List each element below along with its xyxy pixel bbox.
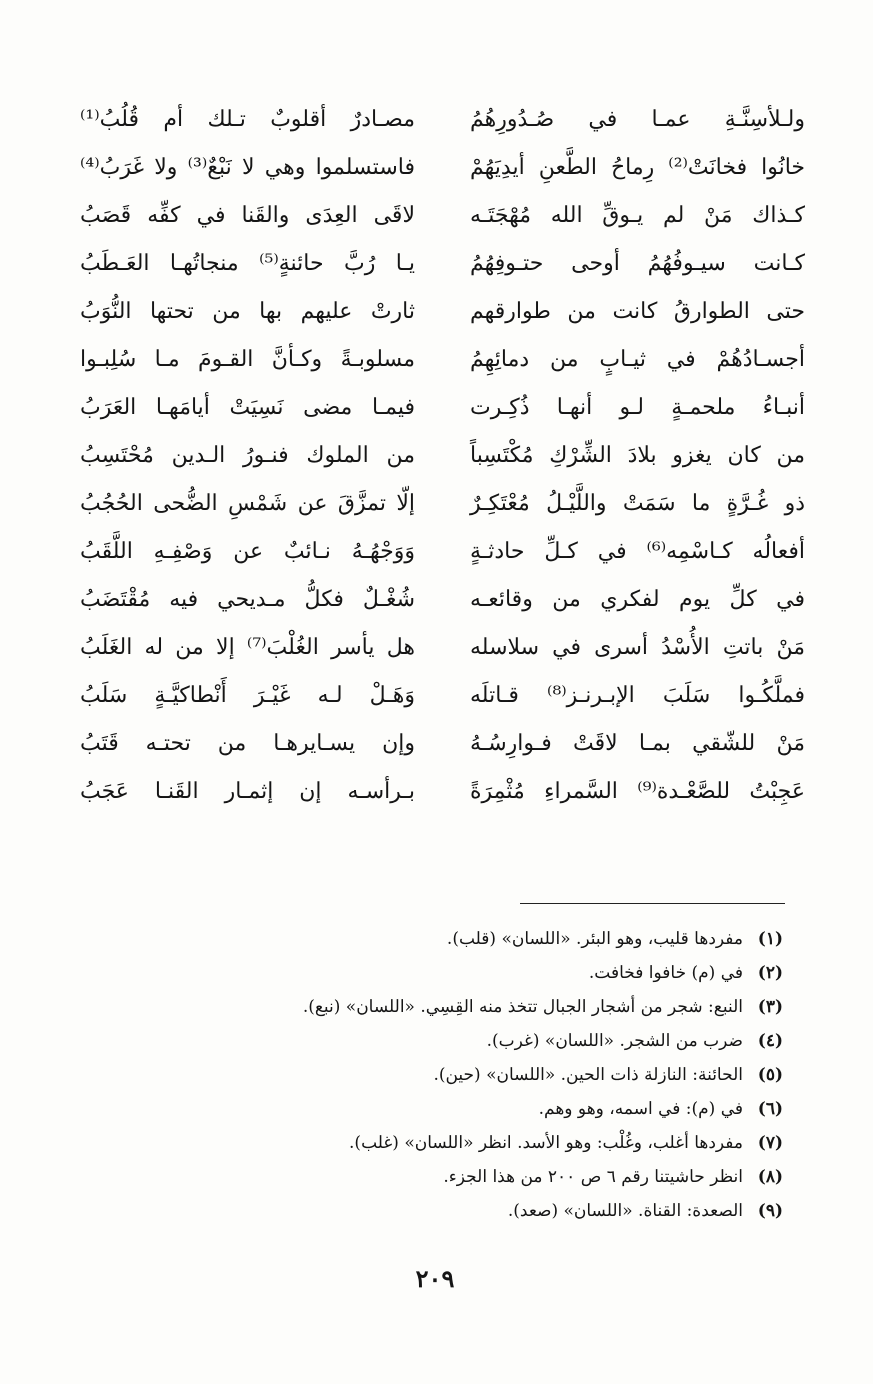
verse-first-hemistich: مَنْ باتتِ الأُسْدُ أسرى في سلاسله xyxy=(470,635,805,660)
verse-second-hemistich: وَوَجْهُـهُ نـائبٌ عن وَصْفِـهِ اللَّقَبُ xyxy=(80,539,415,564)
footnote-text: ضرب من الشجر. «اللسان» (غرب). xyxy=(486,1031,743,1051)
verse-second-hemistich: فاستسلموا وهي لا نَبْعٌ⁽³⁾ ولا غَرَبُ⁽⁴⁾ xyxy=(80,155,415,180)
page-number: ٢٠٩ xyxy=(415,1264,455,1293)
verse-second-hemistich: إلّا تمزَّقَ عن شَمْسِ الضُّحى الحُجُبُ xyxy=(80,491,415,516)
verse-second-hemistich: هل يأسر الغُلْبَ⁽⁷⁾ إلا من له الغَلَبُ xyxy=(80,635,415,660)
verse-row xyxy=(70,144,805,192)
footnote-text: مفردها أغلب، وغُلْب: وهو الأسد. انظر «اللسان» (غلب). xyxy=(349,1133,743,1153)
verse-row xyxy=(70,96,805,144)
verse-second-hemistich: فيمـا مضى نَسِيَتْ أيامَهـا العَرَبُ xyxy=(80,395,415,420)
footnote-number: (١) xyxy=(757,929,783,949)
verse-second-hemistich: وإن يسـايرهـا من تحتـه قَتَبُ xyxy=(80,731,415,756)
footnote-number: (٥) xyxy=(757,1065,783,1085)
verse-second-hemistich: شُغْـلٌ فكلُّ مـديحي فيه مُقْتَضَبُ xyxy=(80,587,415,612)
verse-row xyxy=(70,336,805,384)
footnote xyxy=(143,990,783,1024)
verse-row xyxy=(70,240,805,288)
verse-first-hemistich: من كان يغزو بلادَ الشِّرْكِ مُكْتَسِباً xyxy=(470,443,805,468)
verse-second-hemistich: بـرأسـه إن إثمـار القَنـا عَجَبُ xyxy=(80,779,415,804)
footnote xyxy=(143,1160,783,1194)
verse-second-hemistich: وَهَـلْ لـه غَيْـرَ أَنْطاكيَّـةٍ سَلَبُ xyxy=(80,683,415,708)
footnote-text: في (م) خافوا فخافت. xyxy=(588,963,743,983)
footnote xyxy=(143,1194,783,1228)
footnote xyxy=(143,1092,783,1126)
verse-first-hemistich: أنبـاءُ ملحمـةٍ لـو أنهـا ذُكِـرت xyxy=(470,395,805,420)
footnote-text: الصعدة: القناة. «اللسان» (صعد). xyxy=(507,1201,743,1221)
verse-first-hemistich: ولـلأسِنَّـةِ عمـا في صُـدُورِهُمُ xyxy=(470,107,805,132)
footnote-number: (٦) xyxy=(757,1099,783,1119)
verse-first-hemistich: حتى الطوارقُ كانت من طوارقهم xyxy=(470,299,805,324)
footnote-number: (٣) xyxy=(757,997,783,1017)
verse-row xyxy=(70,432,805,480)
footnote-number: (٩) xyxy=(757,1201,783,1221)
verse-first-hemistich: في كلِّ يوم لفكري من وقائعـه xyxy=(470,587,805,612)
footnote-text: انظر حاشيتنا رقم ٦ ص ٢٠٠ من هذا الجزء. xyxy=(443,1167,743,1187)
footnote xyxy=(143,922,783,956)
verse-row xyxy=(70,480,805,528)
verse-first-hemistich: ذو غُـرَّةٍ ما سَمَتْ واللَّيْـلُ مُعْتَكِـرٌ xyxy=(470,491,805,516)
verse-row xyxy=(70,528,805,576)
footnote xyxy=(143,1126,783,1160)
verse-row xyxy=(70,720,805,768)
verse-first-hemistich: كـانت سيـوفُهُمُ أوحى حتـوفِهُمُ xyxy=(470,251,805,276)
verse-second-hemistich: مسلوبـةً وكـأنَّ القـومَ مـا سُلِبـوا xyxy=(80,347,415,372)
verse-first-hemistich: فملَّكُـوا سَلَبَ الإبـرنـز⁽⁸⁾ قـاتلَه xyxy=(470,683,806,708)
verse-row xyxy=(70,384,805,432)
footnote-number: (٨) xyxy=(757,1167,783,1187)
verse-second-hemistich: من الملوك فنـورُ الـدين مُحْتَسِبُ xyxy=(80,443,415,468)
footnote xyxy=(143,1058,783,1092)
verse-first-hemistich: مَنْ للشّقي بمـا لاقَتْ فـوارِسُـهُ xyxy=(470,731,805,756)
footnotes xyxy=(143,922,783,1228)
verse-row xyxy=(70,768,805,816)
footnote xyxy=(143,1024,783,1058)
verse-first-hemistich: أفعالُه كـاسْمِه⁽⁶⁾ في كـلِّ حادثـةٍ xyxy=(470,539,805,564)
footnote-divider xyxy=(520,903,785,904)
verse-second-hemistich: يـا رُبَّ حائنةٍ⁽⁵⁾ منجاتُهـا العَـطَبُ xyxy=(80,251,415,276)
verse-row xyxy=(70,576,805,624)
footnote xyxy=(143,956,783,990)
verse-first-hemistich: عَجِبْتُ للصَّعْـدة⁽⁹⁾ السَّمراءِ مُثْمِرَةً xyxy=(470,779,805,804)
verse-second-hemistich: مصـادرٌ أقلوبٌ تـلك أم قُلُبُ⁽¹⁾ xyxy=(80,107,415,132)
verse-first-hemistich: كـذاك مَنْ لم يـوقِّ الله مُهْجَتَـه xyxy=(470,203,805,228)
footnote-number: (٧) xyxy=(757,1133,783,1153)
footnote-number: (٤) xyxy=(757,1031,783,1051)
poem xyxy=(70,96,805,826)
footnote-number: (٢) xyxy=(757,963,783,983)
verse-row xyxy=(70,192,805,240)
verse-second-hemistich: ثارتْ عليهم بها من تحتها النُّوَبُ xyxy=(80,299,415,324)
verse-second-hemistich: لاقَى العِدَى والقَنا في كفِّه قَصَبُ xyxy=(80,203,415,228)
verse-row xyxy=(70,624,805,672)
verse-first-hemistich: خانُوا فخانَتْ⁽²⁾ رِماحُ الطَّعنِ أيدِيَهُمْ xyxy=(470,155,806,180)
verse-row xyxy=(70,288,805,336)
footnote-text: الحائنة: النازلة ذات الحين. «اللسان» (حين). xyxy=(433,1065,743,1085)
verse-first-hemistich: أجسـادُهُمْ في ثيـابٍ من دمائِهِمُ xyxy=(470,347,805,372)
footnote-text: النبع: شجر من أشجار الجبال تتخذ منه القِسِي. «اللسان» (نبع). xyxy=(302,997,743,1017)
footnote-text: مفردها قليب، وهو البئر. «اللسان» (قلب). xyxy=(446,929,743,949)
verse-row xyxy=(70,672,805,720)
footnote-text: في (م): في اسمه، وهو وهم. xyxy=(538,1099,743,1119)
